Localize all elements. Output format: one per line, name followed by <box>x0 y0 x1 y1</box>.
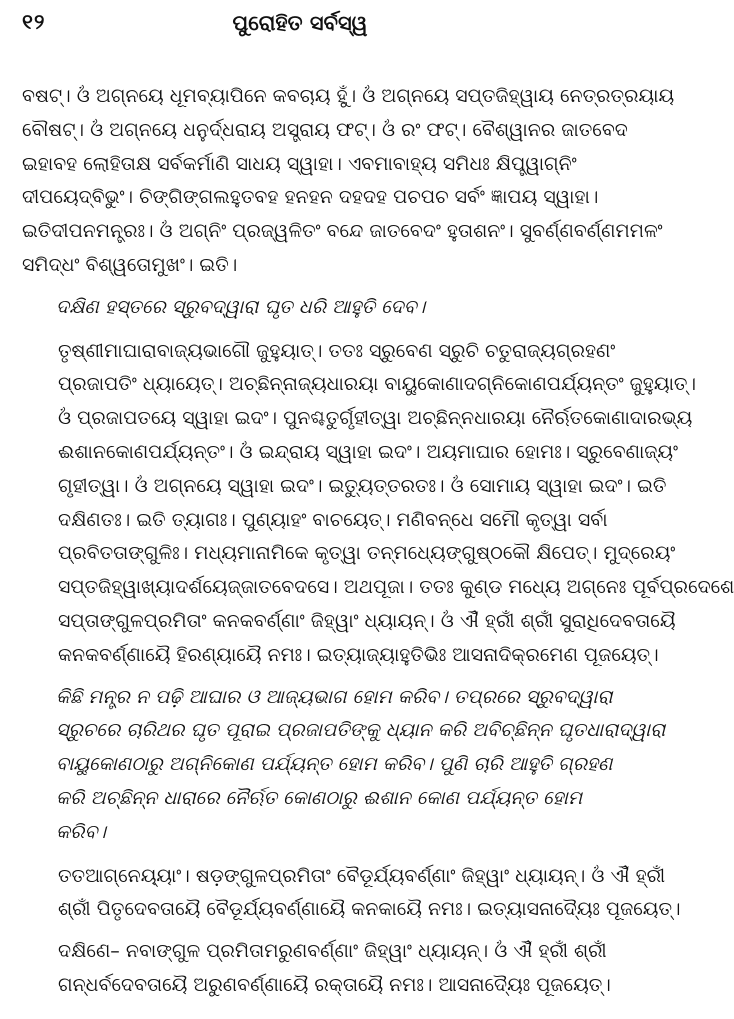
mantra-paragraph <box>22 335 734 673</box>
mantra-paragraph <box>22 935 611 1003</box>
mantra-paragraph <box>22 80 675 283</box>
text-line: ଓଁ ପ୍ରଜାପତୟେ ସ୍ୱାହା ଇଦଂ। ପୁନଶ୍ଚତୁର୍ଗୃହୀତ୍ୱା ଅଚ୍ଛିନ୍ନଧାରୟା ନୈର୍ଋତକୋଣାଦାରଭ୍ୟ <box>58 407 693 430</box>
text-line: ଦକ୍ଷିଣତଃ। ଇତି ତ୍ୟାଗଃ। ପୁଣ୍ୟାହଂ ବାଚୟେତ୍। ମଣିବନ୍ଧେ ସମୌ କୃତ୍ୱା ସର୍ବା <box>58 508 608 531</box>
text-line: ଶ୍ରୀଁ ପିତୃଦେବତାୟୈ ବୈଡୂର୍ଯ୍ୟବର୍ଣ୍ଣାୟୈ କନକାୟୈ ନମଃ। ଇତ୍ୟାସନାଦ୍ୟୈଃ ପୂଜୟେତ୍। <box>58 898 681 921</box>
text-line: କନକବର୍ଣ୍ଣାୟୈ ହିରଣ୍ୟାୟୈ ନମଃ। ଇତ୍ୟାଜ୍ୟାହୁତିଭିଃ ଆସନାଦିକ୍ରମେଣ ପୂଜୟେତ୍। <box>58 643 659 666</box>
page-body <box>22 80 734 1011</box>
text-line: ପ୍ରବିତତାଙ୍ଗୁଳିଃ। ମଧ୍ୟମାନାମିକେ କୃତ୍ୱା ତନ୍ମଧ୍ୟେଙ୍ଗୁଷ୍ଠକୌ କ୍ଷିପେତ୍। ମୁଦ୍ରେୟଂ <box>58 542 676 565</box>
text-line: କରି ଅଚ୍ଛିନ୍ନ ଧାରାରେ ନୈର୍ଋତ କୋଣଠାରୁ ଈଶାନ କୋଣ ପର୍ଯ୍ୟନ୍ତ ହୋମ <box>56 786 583 809</box>
text-line: ତତଆଗ୍ନେୟ୍ୟାଂ। ଷଡ଼ଙ୍ଗୁଳପ୍ରମିତାଂ ବୈଡୂର୍ଯ୍ୟବର୍ଣ୍ଣାଂ ଜିହ୍ୱାଂ ଧ୍ୟାୟନ୍। ଓଁ ଐଁ ହ୍ରୀଁ <box>58 864 666 887</box>
text-line: ପ୍ରଜାପତିଂ ଧ୍ୟାୟେତ୍। ଅଚ୍ଛିନ୍ନାଜ୍ୟଧାରୟା ବାୟୁକୋଣାଦଗ୍ନିକୋଣପର୍ଯ୍ୟନ୍ତଂ ଜୁହୁୟାତ୍। <box>58 373 696 396</box>
text-line: ବୌଷଟ୍। ଓଁ ଅଗ୍ନୟେ ଧନୁର୍ଦ୍ଧରାୟ ଅସ୍ତ୍ରାୟ ଫଟ୍। ଓଁ ରଂ ଫଟ୍। ବୈଶ୍ୱାନର ଜାତବେଦ <box>22 118 628 141</box>
text-line: କିଛି ମନ୍ତ୍ର ନ ପଢ଼ି ଆଘାର ଓ ଆଜ୍ୟଭାଗ ହୋମ କରିବ। ତପ୍ରରେ ସ୍ରୁବଦ୍ୱାରା <box>56 685 613 708</box>
text-line: ବାୟୁକୋଣଠାରୁ ଅଗ୍ନିକୋଣ ପର୍ଯ୍ୟନ୍ତ ହୋମ କରିବ। ପୁଣି ଚାରି ଆହୁତି ଗ୍ରହଣ <box>56 753 613 776</box>
instruction-paragraph <box>22 681 666 850</box>
instruction-paragraph <box>22 291 582 325</box>
page-number: ୧୨ <box>22 10 46 34</box>
text-line: ଗୃହୀତ୍ୱା। ଓଁ ଅଗ୍ନୟେ ସ୍ୱାହା ଇଦଂ। ଇତ୍ୟୁତ୍ତରତଃ। ଓଁ ସୋମାୟ ସ୍ୱାହା ଇଦଂ। ଇତି <box>58 474 667 497</box>
text-line: ଇତିଦୀପନମନ୍ତ୍ରଃ। ଓଁ ଅଗ୍ନିଂ ପ୍ରଜ୍ୱଳିତଂ ବନ୍ଦେ ଜାତବେଦଂ ହୁତାଶନଂ। ସୁବର୍ଣ୍ଣବର୍ଣ୍ଣମମଳଂ <box>22 220 663 243</box>
text-line: ସପ୍ତାଙ୍ଗୁଳପ୍ରମିତାଂ କନକବର୍ଣ୍ଣାଂ ଜିହ୍ୱାଂ ଧ୍ୟାୟନ୍। ଓଁ ଐଁ ହ୍ରୀଁ ଶ୍ରୀଁ ସୁରାଧିଦେବତାୟୈ <box>58 609 676 632</box>
page-title: ପୁରୋହିତ ସର୍ବସ୍ୱ <box>232 10 368 35</box>
text-line: ବଷଟ୍। ଓଁ ଅଗ୍ନୟେ ଧୂମବ୍ୟାପିନେ କବଚାୟ ହୁଁ। ଓଁ ଅଗ୍ନୟେ ସପ୍ତଜିହ୍ୱାୟ ନେତ୍ରତ୍ରୟାୟ <box>22 85 675 107</box>
text-line: ସପ୍ତଜିହ୍ୱାଖ୍ୟାଦର୍ଶୟେଜ୍ଜାତବେଦସେ। ଅଥପୂଜା। ତତଃ କୁଣ୍ଡ ମଧ୍ୟେ ଅଗ୍ନେଃ ପୂର୍ବପ୍ରଦେଶେ <box>58 576 734 599</box>
text-line: ଇହାବହ ଲୋହିତାକ୍ଷ ସର୍ବକର୍ମାଣି ସାଧୟ ସ୍ୱାହା। ଏବମାବାହ୍ୟ ସମିଧଃ କ୍ଷିପ୍ତ୍ୱାଗ୍ନିଂ <box>22 152 577 175</box>
text-line: ଈଶାନକୋଣପର୍ଯ୍ୟନ୍ତଂ। ଓଁ ଇନ୍ଦ୍ରାୟ ସ୍ୱାହା ଇଦଂ। ଅୟମାଘାର ହୋମଃ। ସ୍ରୁବେଣାଜ୍ୟଂ <box>58 440 678 463</box>
text-line: ଦୀପୟେଦ୍‌ବିଭୁଂ। ଚିଙ୍ଗିଙ୍ଗଲହୁତବହ ହନହନ ଦହଦହ ପଚପଚ ସର୍ବଂ ଜ୍ଞାପୟ ସ୍ୱାହା। <box>22 186 599 209</box>
text-line: ଗନ୍ଧର୍ବଦେବତାୟୈ ଅରୁଣବର୍ଣ୍ଣାୟୈ ରକ୍ତାୟୈ ନମଃ। ଆସନାଦ୍ୟୈଃ ପୂଜୟେତ୍। <box>58 973 611 996</box>
text-line: ଦକ୍ଷିଣ ହସ୍ତରେ ସ୍ରୁବଦ୍ୱାରା ଘୃତ ଧରି ଆହୁତି ଦେବ। <box>56 295 426 318</box>
text-line: ଦକ୍ଷିଣେ– ନବାଙ୍ଗୁଳ ପ୍ରମିତାମରୁଣବର୍ଣ୍ଣାଂ ଜିହ୍ୱାଂ ଧ୍ୟାୟନ୍। ଓଁ ଐଁ ହ୍ରୀଁ ଶ୍ରୀଁ <box>58 940 607 963</box>
text-line: ସ୍ରୁଚରେ ଚାରିଥର ଘୃତ ପୂରାଇ ପ୍ରଜାପତିଙ୍କୁ ଧ୍ୟାନ କରି ଅବିଚ୍ଛିନ୍ନ ଘୃତଧାରାଦ୍ୱାରା <box>56 719 666 742</box>
text-line: ସମିଦ୍ଧଂ ବିଶ୍ୱତୋମୁଖଂ। ଇତି। <box>22 253 238 276</box>
text-line: କରିବ। <box>56 820 106 843</box>
mantra-paragraph <box>22 860 681 928</box>
page-header <box>22 6 578 40</box>
text-line: ତୃଷ୍ଣୀମାଘାରାବାଜ୍ୟଭାଗୌ ଜୁହୁୟାତ୍। ତତଃ ସ୍ରୁବେଣ ସ୍ରୁଚି ଚତୁରାଜ୍ୟଗ୍ରହଣଂ <box>58 339 616 362</box>
